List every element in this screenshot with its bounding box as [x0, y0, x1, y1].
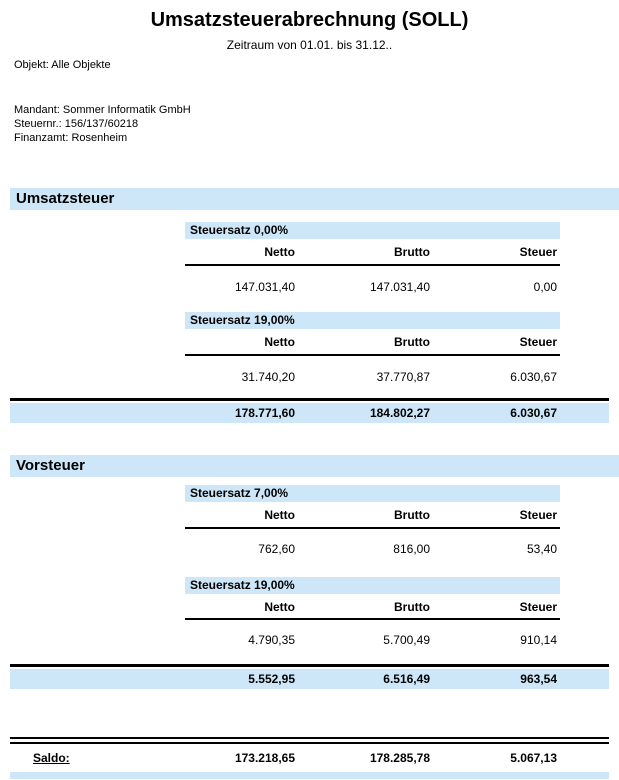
- column-header-steuer: Steuer: [519, 600, 557, 614]
- section-header-vorsteuer: Vorsteuer: [10, 455, 619, 477]
- value-brutto: 816,00: [393, 542, 430, 556]
- page-title: Umsatzsteuerabrechnung (SOLL): [150, 9, 469, 31]
- table-row: [185, 370, 560, 385]
- spacer: [10, 669, 185, 689]
- column-header-brutto: Brutto: [394, 508, 430, 522]
- section-total-row: [10, 403, 609, 423]
- value-netto: 147.031,40: [234, 280, 295, 294]
- saldo-steuer: 5.067,13: [510, 751, 557, 765]
- rate-label: Steuersatz 0,00%: [185, 222, 560, 239]
- total-brutto: 184.802,27: [369, 406, 430, 420]
- section-total-row: [10, 669, 609, 689]
- column-header-row: [185, 245, 560, 260]
- column-header-netto: Netto: [264, 245, 295, 259]
- rate-label: Steuersatz 19,00%: [185, 312, 560, 329]
- total-divider: [10, 398, 609, 401]
- rate-label: Steuersatz 7,00%: [185, 485, 560, 502]
- header-divider: [185, 264, 560, 266]
- table-row: [185, 542, 560, 557]
- header-divider: [185, 618, 560, 620]
- column-header-steuer: Steuer: [519, 508, 557, 522]
- column-header-row: [185, 508, 560, 523]
- column-header-steuer: Steuer: [519, 245, 557, 259]
- column-header-brutto: Brutto: [394, 245, 430, 259]
- section-header-umsatzsteuer: Umsatzsteuer: [10, 188, 619, 210]
- table-row: [185, 633, 560, 648]
- objekt-line: Objekt: Alle Objekte: [14, 59, 111, 71]
- column-header-brutto: Brutto: [394, 600, 430, 614]
- value-steuer: 0,00: [533, 280, 557, 294]
- column-header-netto: Netto: [264, 335, 295, 349]
- finanzamt-line: Finanzamt: Rosenheim: [14, 132, 128, 144]
- total-netto: 178.771,60: [234, 406, 295, 420]
- value-brutto: 5.700,49: [383, 633, 430, 647]
- column-header-brutto: Brutto: [394, 335, 430, 349]
- table-row: [185, 280, 560, 295]
- column-header-netto: Netto: [264, 600, 295, 614]
- mandant-line: Mandant: Sommer Informatik GmbH: [14, 104, 191, 116]
- value-netto: 762,60: [258, 542, 295, 556]
- rate-label: Steuersatz 19,00%: [185, 577, 560, 594]
- total-netto: 5.552,95: [248, 672, 295, 686]
- column-header-row: [185, 335, 560, 350]
- column-header-netto: Netto: [264, 508, 295, 522]
- steuernr-line: Steuernr.: 156/137/60218: [14, 118, 139, 130]
- value-steuer: 53,40: [526, 542, 557, 556]
- saldo-double-line: [10, 737, 609, 744]
- total-steuer: 6.030,67: [510, 406, 557, 420]
- saldo-row: [10, 750, 609, 766]
- value-steuer: 6.030,67: [510, 370, 557, 384]
- saldo-label: Saldo:: [33, 751, 70, 765]
- saldo-label-cell: [10, 750, 185, 766]
- footer-bar: [10, 772, 609, 779]
- column-header-steuer: Steuer: [519, 335, 557, 349]
- value-netto: 4.790,35: [248, 633, 295, 647]
- spacer: [10, 403, 185, 423]
- saldo-brutto: 178.285,78: [369, 751, 430, 765]
- value-steuer: 910,14: [520, 633, 557, 647]
- saldo-netto: 173.218,65: [234, 751, 295, 765]
- value-brutto: 37.770,87: [376, 370, 430, 384]
- report-period: Zeitraum von 01.01. bis 31.12..: [226, 38, 393, 52]
- total-steuer: 963,54: [520, 672, 557, 686]
- value-brutto: 147.031,40: [369, 280, 430, 294]
- total-brutto: 6.516,49: [383, 672, 430, 686]
- header-divider: [185, 527, 560, 529]
- header-divider: [185, 354, 560, 356]
- column-header-row: [185, 600, 560, 615]
- total-divider: [10, 664, 609, 667]
- value-netto: 31.740,20: [241, 370, 295, 384]
